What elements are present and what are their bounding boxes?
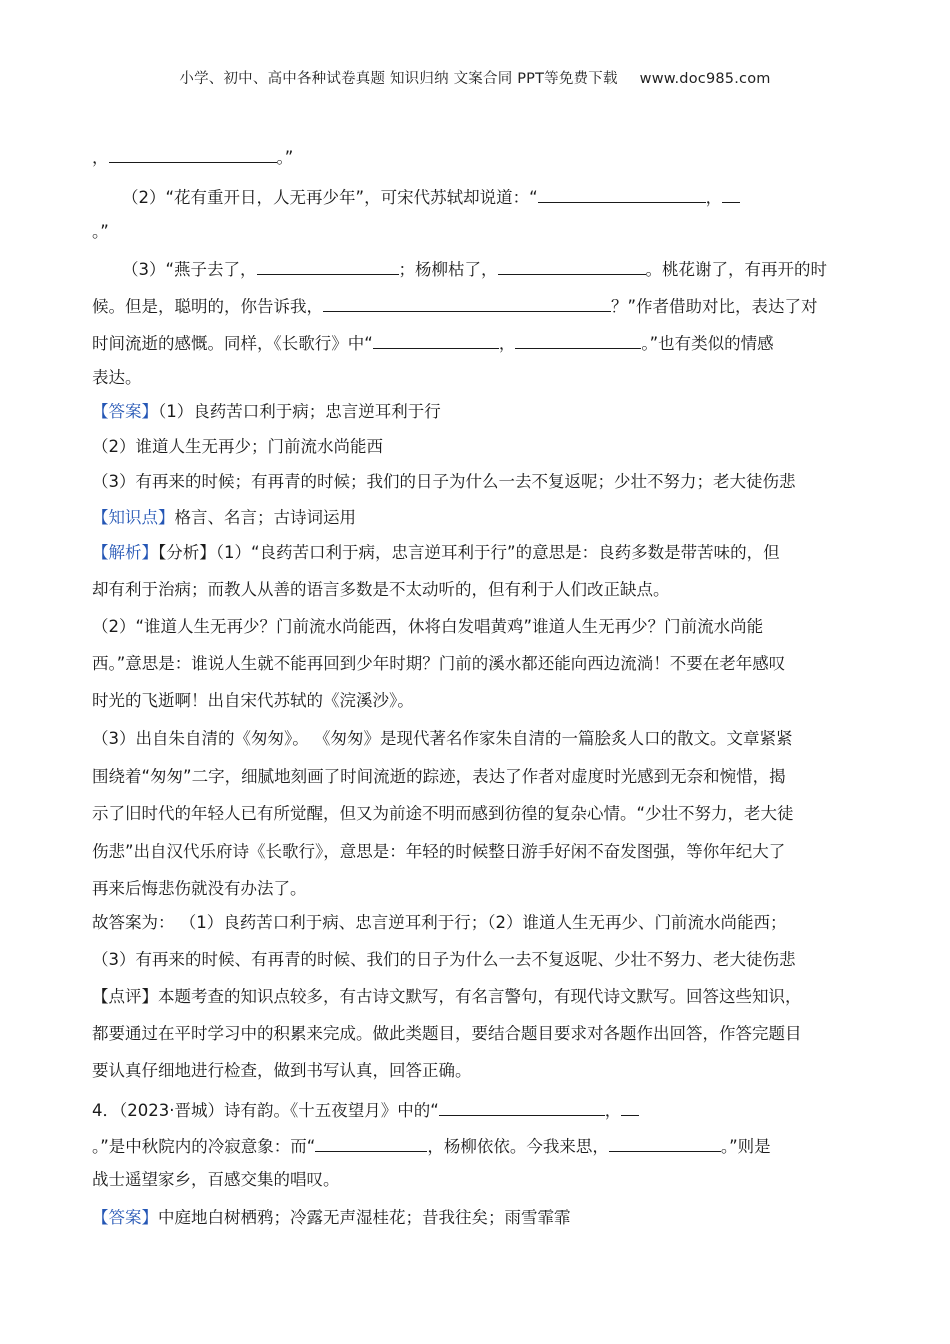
- answer-tag: 【答案】: [92, 1208, 158, 1227]
- analysis-line-1: 【解析】【分析】（1）“良药苦口利于病，忠言逆耳利于行”的意思是：良药多数是带苦味的，但: [92, 543, 780, 562]
- knowledge-tag: 【知识点】: [92, 508, 175, 527]
- header-site: www.doc985.com: [639, 71, 771, 87]
- comment-line-1: 【点评】本题考查的知识点较多，有古诗文默写，有名言警句，有现代诗文默写。回答这些知识，: [92, 987, 802, 1006]
- question-part-2-end: 。”: [92, 222, 109, 241]
- answer-line-2: （2）谁道人生无再少；门前流水尚能西: [92, 437, 383, 456]
- analysis-line-5: 时光的飞逝啊！出自宋代苏轼的《浣溪沙》。: [92, 691, 414, 710]
- analysis-line-10: 再来后悔悲伤就没有办法了。: [92, 879, 307, 898]
- analysis-line-6: （3）出自朱自清的《匆匆》。 《匆匆》是现代著名作家朱自清的一篇脍炙人口的散文。文章紧紧: [92, 729, 793, 748]
- question-part-3-l2: 候。但是，聪明的，你告诉我， ？”作者借助对比，表达了对: [92, 294, 818, 317]
- answer-tag: 【答案】: [92, 402, 158, 421]
- blank[interactable]: [621, 1098, 639, 1116]
- blank[interactable]: [315, 1134, 427, 1152]
- blank[interactable]: [439, 1098, 605, 1116]
- blank[interactable]: [498, 257, 646, 275]
- question-part-3-l3: 时间流逝的感慨。同样，《长歌行》中“ ， 。”也有类似的情感: [92, 331, 774, 354]
- knowledge-point: 【知识点】格言、名言；古诗词运用: [92, 508, 356, 527]
- page-header: [0, 67, 950, 88]
- blank[interactable]: [722, 185, 740, 203]
- analysis-line-8: 示了旧时代的年轻人已有所觉醒，但又为前途不明而感到彷徨的复杂心情。“少壮不努力，老大徒: [92, 804, 794, 823]
- answer-line-1: 【答案】（1）良药苦口利于病；忠言逆耳利于行: [92, 402, 441, 421]
- answer-line-3: （3）有再来的时候；有再青的时候；我们的日子为什么一去不复返呢；少壮不努力；老大徒伤悲: [92, 472, 796, 491]
- question-4-answer: 【答案】中庭地白树栖鸦；冷露无声湿桂花；昔我往矣；雨雪霏霏: [92, 1208, 571, 1227]
- analysis-line-4: 西。”意思是：谁说人生就不能再回到少年时期？门前的溪水都还能向西边流淌！不要在老年感叹: [92, 654, 786, 673]
- analysis-line-2: 却有利于治病；而教人从善的语言多数是不太动听的，但有利于人们改正缺点。: [92, 580, 670, 599]
- blank[interactable]: [323, 294, 611, 312]
- analysis-tag: 【解析】: [92, 543, 158, 562]
- question-part-3-l4: 表达。: [92, 368, 142, 387]
- analysis-line-7: 围绕着“匆匆”二字，细腻地刻画了时间流逝的踪迹，表达了作者对虚度时光感到无奈和惋惜，揭: [92, 767, 786, 786]
- comment-line-3: 要认真仔细地进行检查，做到书写认真，回答正确。: [92, 1061, 472, 1080]
- question-part-2: （2）“花有重开日，人无再少年”，可宋代苏轼却说道：“ ，: [122, 185, 740, 208]
- analysis-line-3: （2）“谁道人生无再少？门前流水尚能西，休将白发唱黄鸡”谁道人生无再少？门前流水尚能: [92, 617, 764, 636]
- analysis-line-9: 伤悲”出自汉代乐府诗《长歌行》，意思是：年轻的时候整日游手好闲不奋发图强，等你年纪大了: [92, 842, 786, 861]
- blank[interactable]: [257, 257, 399, 275]
- header-text: 小学、初中、高中各种试卷真题 知识归纳 文案合同 PPT等免费下载: [179, 71, 618, 87]
- blank[interactable]: [373, 331, 499, 349]
- blank[interactable]: [109, 145, 277, 163]
- question-4-line-1: 4．（2023·晋城）诗有韵。《十五夜望月》中的“ ，: [92, 1098, 639, 1121]
- final-answer-line-1: 故答案为： （1）良药苦口利于病、忠言逆耳利于行；（2）谁道人生无再少、门前流水尚能西；: [92, 913, 787, 932]
- blank[interactable]: [538, 185, 706, 203]
- final-answer-line-2: （3）有再来的时候、有再青的时候、我们的日子为什么一去不复返呢、少壮不努力、老大徒伤悲: [92, 950, 796, 969]
- blank[interactable]: [515, 331, 641, 349]
- fill-line-0: ， 。”: [92, 145, 293, 168]
- blank[interactable]: [609, 1134, 721, 1152]
- question-4-line-2: 。”是中秋院内的冷寂意象：而“ ，杨柳依依。今我来思， 。”则是: [92, 1134, 771, 1157]
- question-4-line-3: 战士遥望家乡，百感交集的唱叹。: [92, 1170, 340, 1189]
- comment-line-2: 都要通过在平时学习中的积累来完成。做此类题目，要结合题目要求对各题作出回答，作答完题目: [92, 1024, 802, 1043]
- question-part-3: （3）“燕子去了， ；杨柳枯了， 。桃花谢了，有再开的时: [122, 257, 827, 280]
